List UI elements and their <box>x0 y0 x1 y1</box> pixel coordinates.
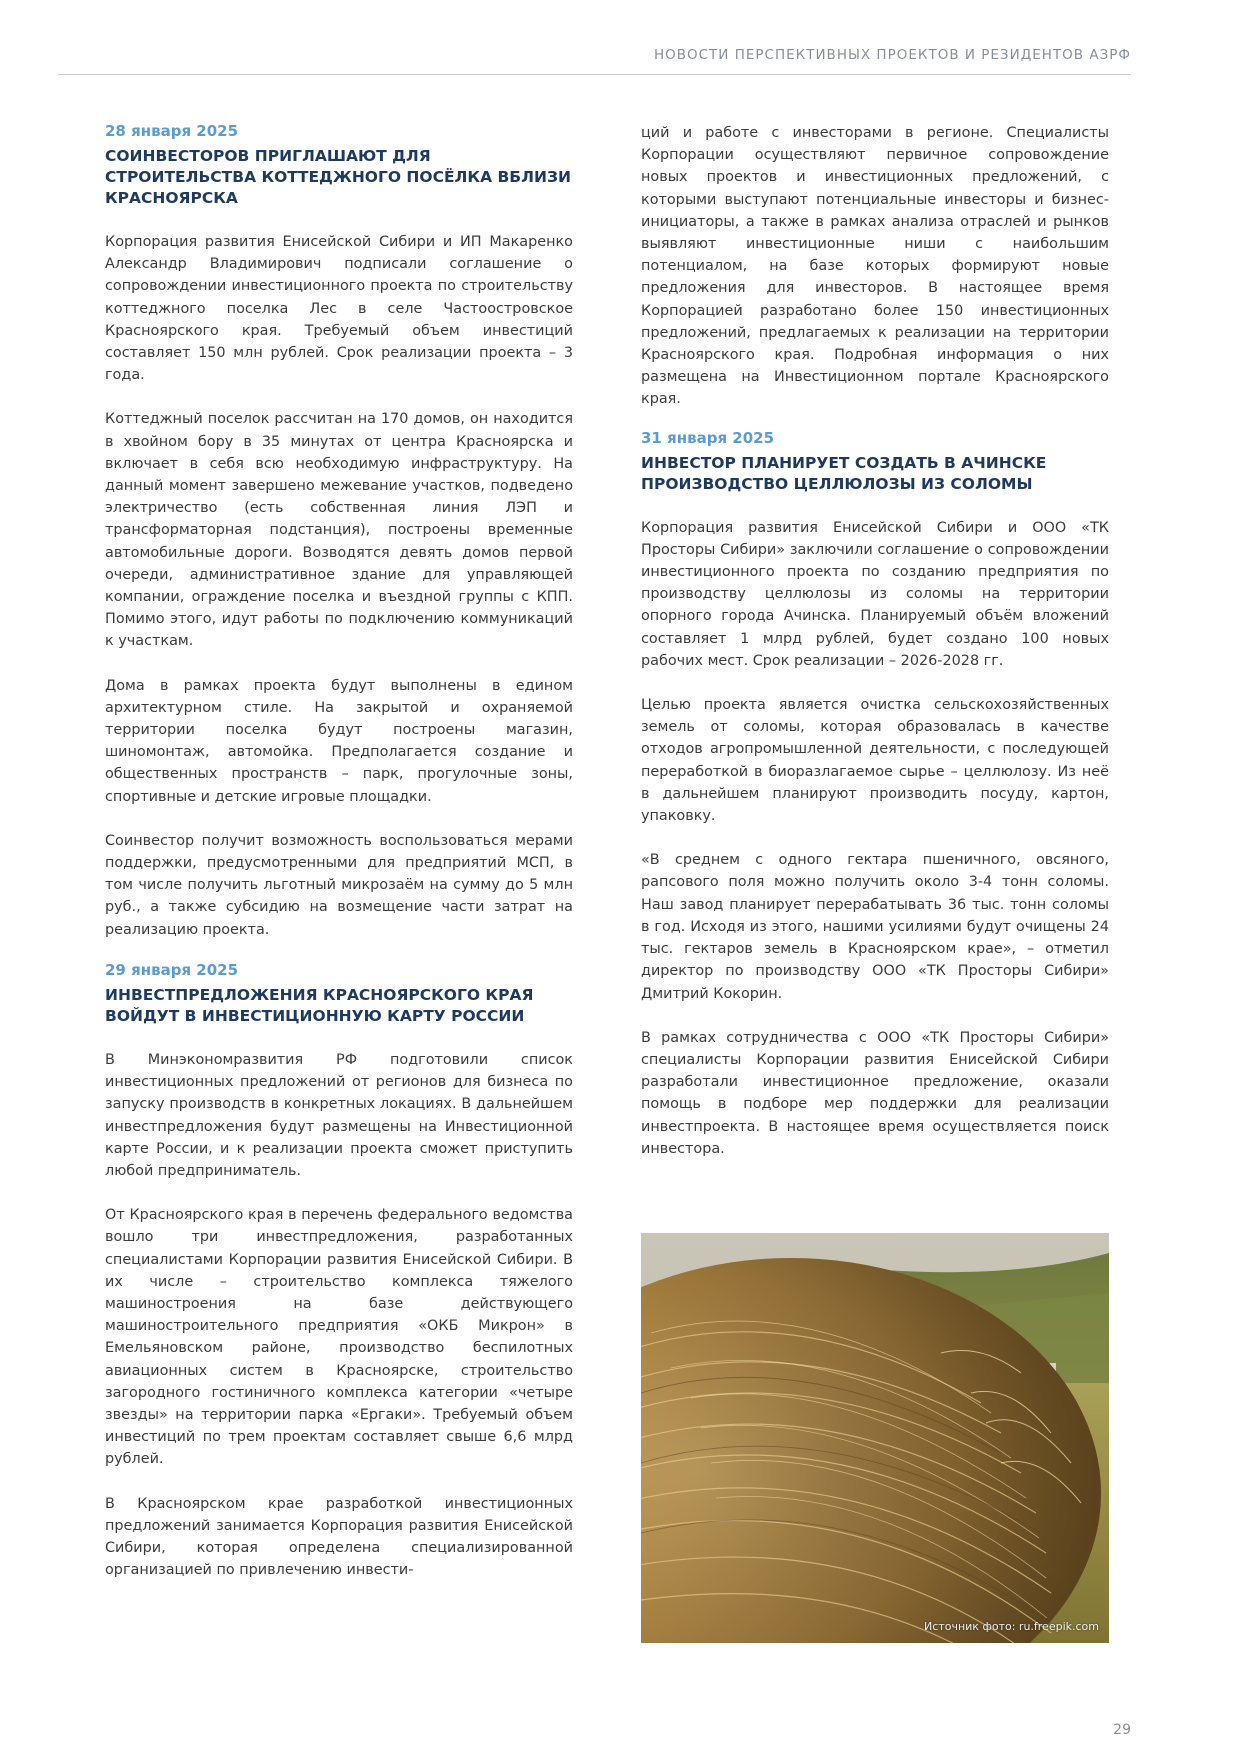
article-paragraph: Целью проекта является очистка сельскохозяйственных земель от соломы, которая образовалась в качестве отходов агропромышленной деятельности, с последующей переработкой в биоразлагаемое сырье – целлюлозу. Из неё в дальнейшем планируют производить посуду, картон, упаковку. <box>641 697 1109 825</box>
article-paragraph: В Минэкономразвития РФ подготовили список инвестиционных предложений от регионов для бизнеса по запуску производств в конкретных локациях. В дальнейшем инвестпредложения будут размещены на Инвестиционной карте России, и к реализации проекта сможет приступить любой предприниматель. <box>105 1051 573 1179</box>
article-title: ИНВЕСТПРЕДЛОЖЕНИЯ КРАСНОЯРСКОГО КРАЯ ВОЙДУТ В ИНВЕСТИЦИОННУЮ КАРТУ РОССИИ <box>105 985 534 1025</box>
article-paragraph: В Красноярском крае разработкой инвестиционных предложений занимается Корпорация развития Енисейской Сибири, которая определена специализированной организацией по привлечению инвести- <box>105 1495 573 1579</box>
hay-bale-photo <box>641 1233 1109 1643</box>
article-paragraph: Корпорация развития Енисейской Сибири и ООО «ТК Просторы Сибири» заключили соглашение о сопровождении инвестиционного проекта по созданию предприятия по производству целлюлозы из соломы на территории опорного города Ачинска. Планируемый объём вложений составляет 1 млрд рублей, будет создано 100 новых рабочих мест. Срок реализации – 2026-2028 гг. <box>641 519 1109 669</box>
article-paragraph: В рамках сотрудничества с ООО «ТК Просторы Сибири» специалисты Корпорации развития Енисейской Сибири разработали инвестиционное предложение, оказали помощь в подборе мер поддержки для реализации инвестпроекта. В настоящее время осуществляется поиск инвестора. <box>641 1029 1109 1157</box>
article-paragraph: Корпорация развития Енисейской Сибири и ИП Макаренко Александр Владимирович подписали соглашение о сопровождении инвестиционного проекта по строительству коттеджного поселка Лес в селе Частоостровское Красноярского края. Требуемый объем инвестиций составляет 150 млн рублей. Срок реализации проекта – 3 года. <box>105 234 573 384</box>
article-date: 29 января 2025 <box>105 960 239 979</box>
section-header: НОВОСТИ ПЕРСПЕКТИВНЫХ ПРОЕКТОВ И РЕЗИДЕНТОВ АЗРФ <box>653 47 1131 63</box>
article-paragraph: От Красноярского края в перечень федерального ведомства вошло три инвестпредложения, разработанных специалистами Корпорации развития Енисейской Сибири. В их числе – строительство комплекса тяжелого машиностроения на базе действующего машиностроительного предприятия «ОКБ Микрон» в Емельяновском районе, производство беспилотных авиационных систем в Красноярске, строительство загородного гостиничного комплекса категории «четыре звезды» на территории парка «Ергаки». Требуемый объем инвестиций по трем проектам составляет свыше 6,6 млрд рублей. <box>105 1207 573 1468</box>
article-date: 28 января 2025 <box>105 122 239 140</box>
article-paragraph: Дома в рамках проекта будут выполнены в едином архитектурном стиле. На закрытой и охраняемой территории поселка будут построены магазин, шиномонтаж, автомойка. Предполагается создание и общественных пространств – парк, прогулочные зоны, спортивные и детские игровые площадки. <box>105 677 573 805</box>
article-cottage-village <box>105 122 573 941</box>
article-paragraph: Коттеджный поселок рассчитан на 170 домов, он находится в хвойном бору в 35 минутах от центра Красноярска и включает в себя всю необходимую инфраструктуру. На данный момент завершено межевание участков, подведено электричество (есть собственная линия ЛЭП и трансформаторная подстанция), построены временные автомобильные дороги. Возводятся девять домов первой очереди, административное здание для управляющей компании, ограждение поселка и въездной группы с КПП. Помимо этого, идут работы по подключению коммуникаций к участкам. <box>105 411 573 650</box>
article-date: 31 января 2025 <box>641 428 775 447</box>
right-column <box>641 122 1109 1182</box>
article-investment-map <box>105 961 573 1581</box>
article-cellulose-achinsk <box>641 429 1109 1160</box>
article-title: СОИНВЕСТОРОВ ПРИГЛАШАЮТ ДЛЯ СТРОИТЕЛЬСТВА КОТТЕДЖНОГО ПОСЁЛКА ВБЛИЗИ КРАСНОЯРСКА <box>105 147 571 207</box>
photo-credit: Источник фото: ru.freepik.com <box>924 1620 1099 1633</box>
article-paragraph: Соинвестор получит возможность воспользоваться мерами поддержки, предусмотренными для предприятий МСП, в том числе получить льготный микрозаём на сумму до 5 млн руб., а также субсидию на возмещение части затрат на реализацию проекта. <box>105 832 573 938</box>
article-continuation: ций и работе с инвесторами в регионе. Специалисты Корпорации осуществляют первичное сопровождение новых проектов и инвестиционных предложений, с которыми выступают потенциальные инвесторы и бизнес-инициаторы, а также в рамках анализа отраслей и рынков выявляют инвестиционные ниши с наибольшим потенциалом, на базе которых формируют новые предложения для инвесторов. В настоящее время Корпорацией разработано более 150 инвестиционных предложений, предлагаемых к реализации на территории Красноярского края. Подробная информация о них размещена на Инвестиционном портале Красноярского края. <box>641 125 1109 408</box>
left-column <box>105 122 573 1603</box>
article-paragraph: «В среднем с одного гектара пшеничного, овсяного, рапсового поля можно получить около 3-4 тонн соломы. Наш завод планирует перерабатывать 36 тыс. тонн соломы в год. Исходя из этого, нашими усилиями будут очищены 24 тыс. гектаров земель в Красноярском крае», – отметил директор по производству ООО «ТК Просторы Сибири» Дмитрий Кокорин. <box>641 852 1109 1002</box>
article-title: ИНВЕСТОР ПЛАНИРУЕТ СОЗДАТЬ В АЧИНСКЕ ПРОИЗВОДСТВО ЦЕЛЛЮЛОЗЫ ИЗ СОЛОМЫ <box>641 453 1047 493</box>
page-number: 29 <box>1113 1722 1131 1738</box>
header-divider <box>58 74 1131 75</box>
